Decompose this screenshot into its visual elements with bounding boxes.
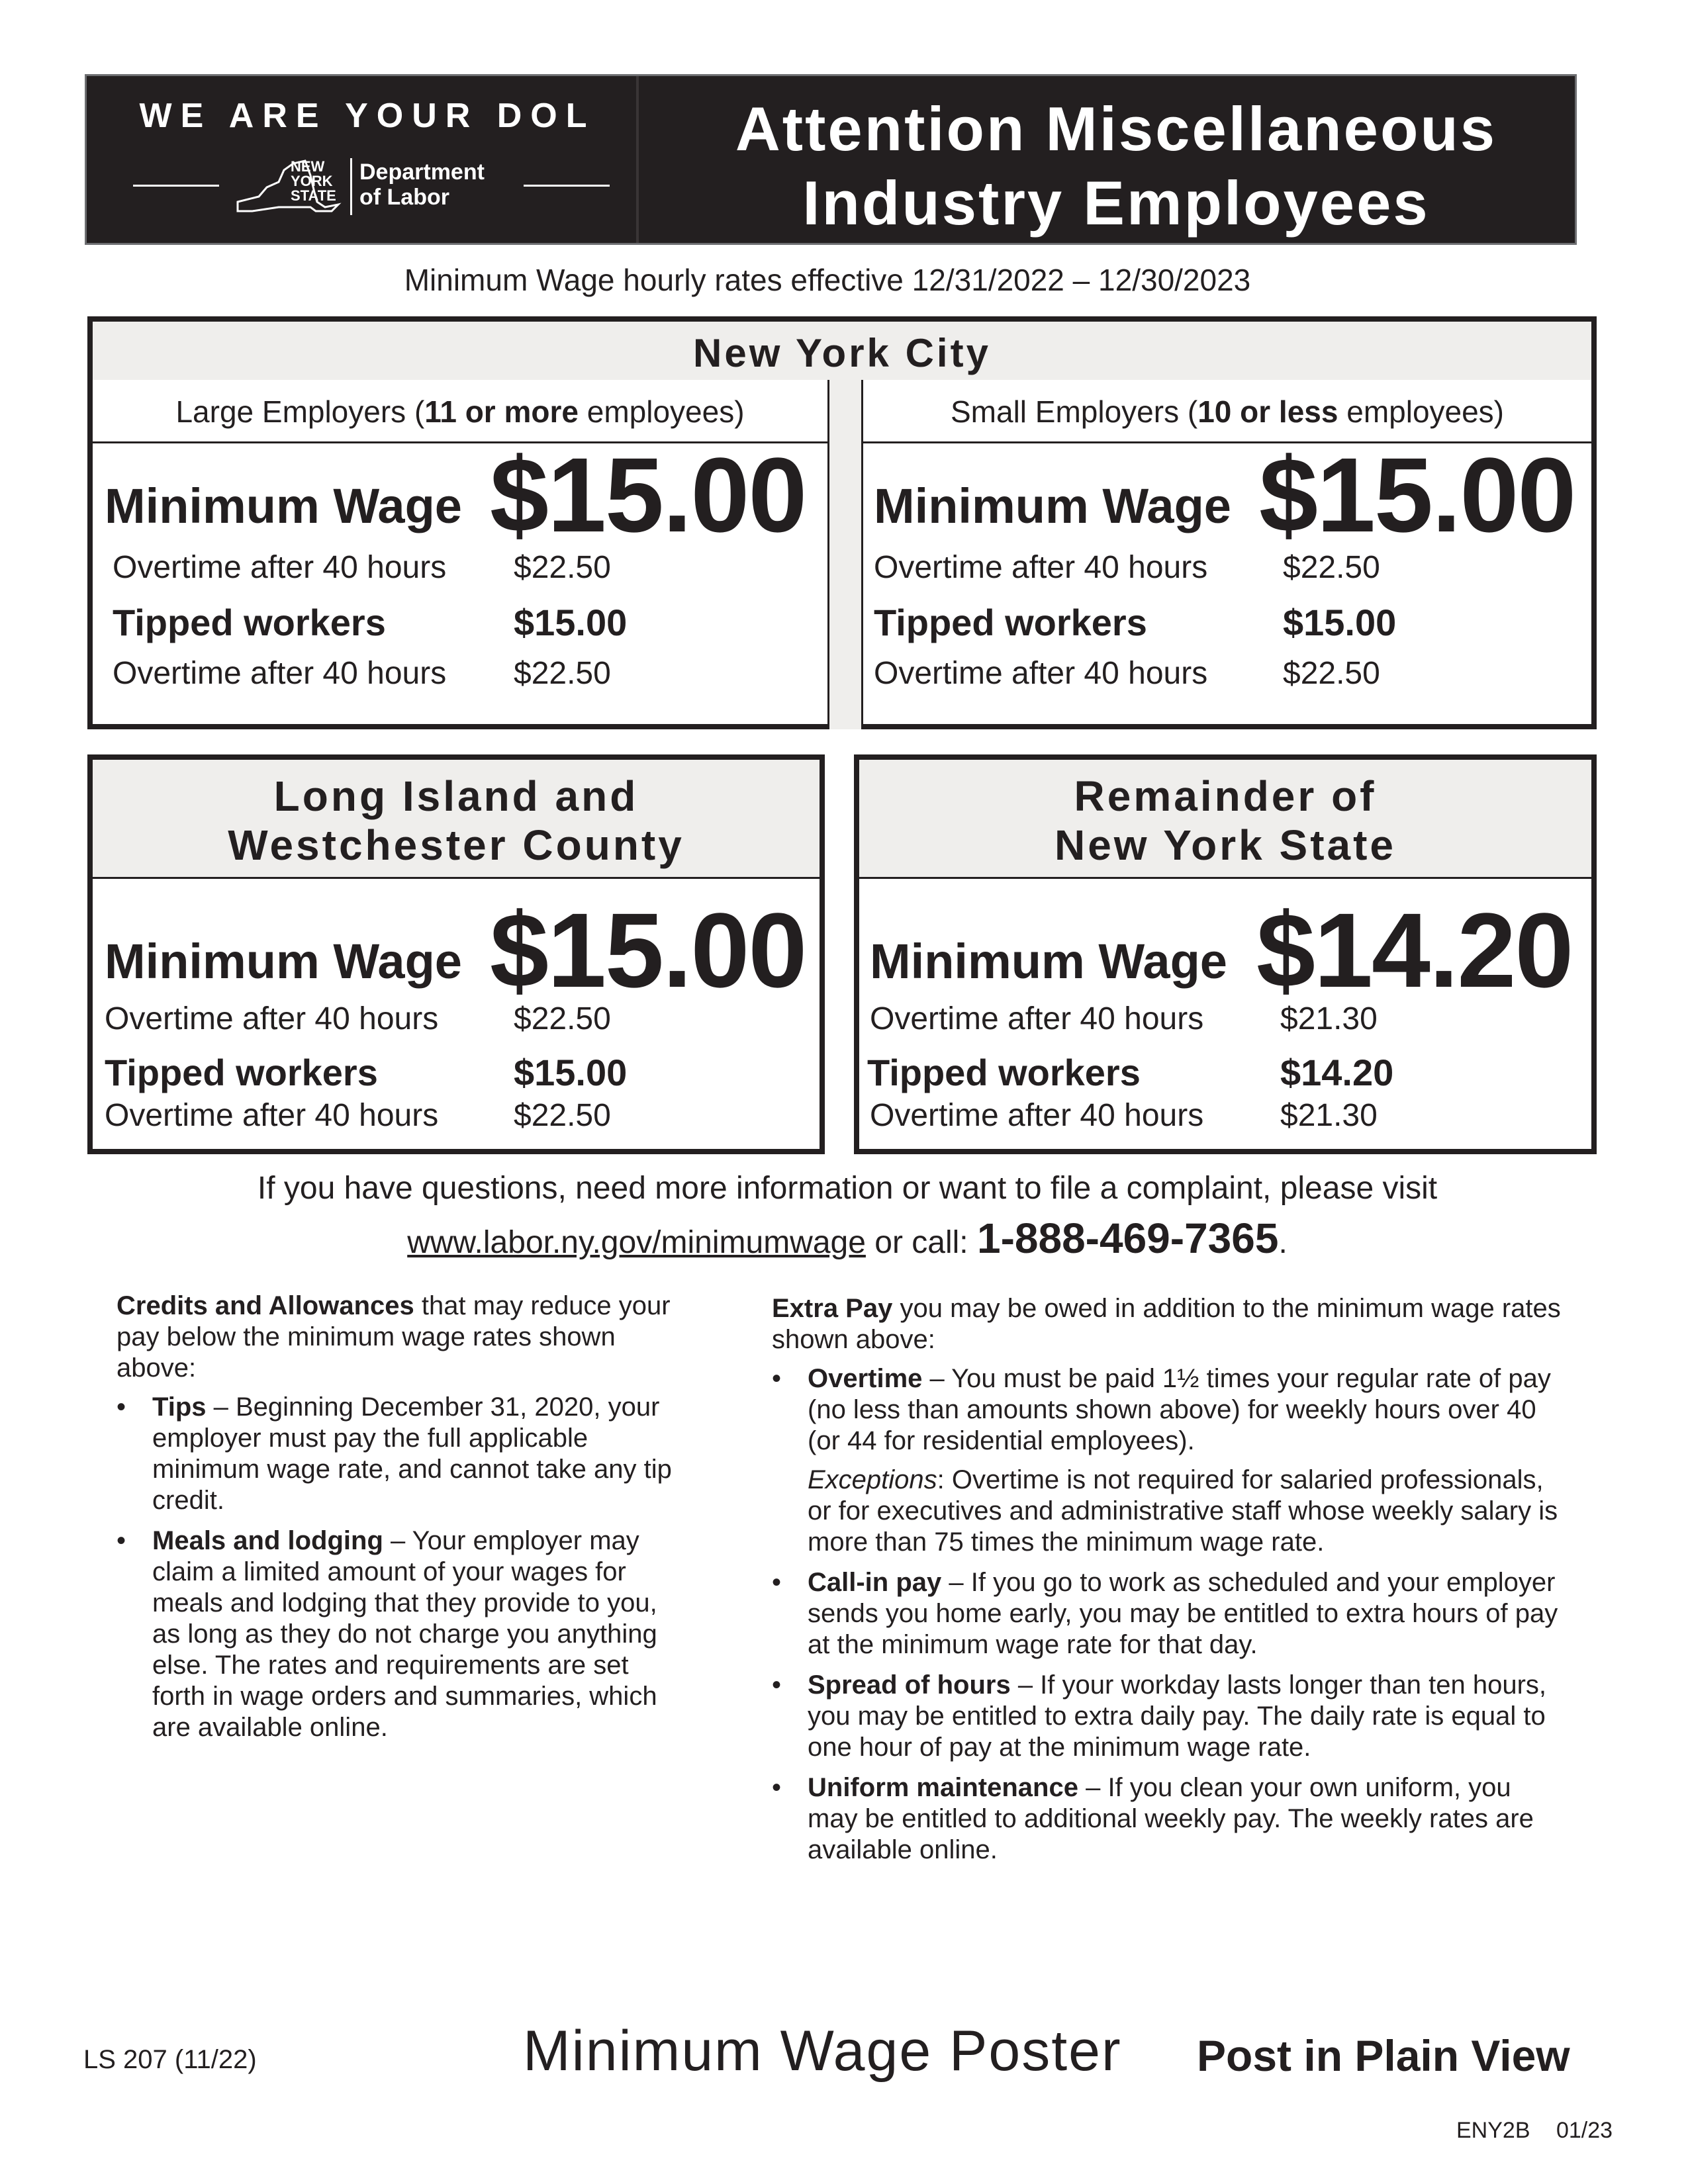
nyc-small-tipped: $15.00 <box>1283 602 1397 643</box>
post-instruction: Post in Plain View <box>1197 2031 1570 2080</box>
long-island-tipped-label: Tipped workers <box>105 1052 378 1093</box>
overtime-exceptions: Exceptions: Overtime is not required for salaried professionals, or for executives and administrative staff whose weekly salary is more than 75 times the minimum wage rate. <box>808 1465 1558 1557</box>
nyc-large-overtime-label: Overtime after 40 hours <box>113 550 447 585</box>
nyc-small-tipped-overtime-label: Overtime after 40 hours <box>874 656 1208 691</box>
remainder-title: Remainder of New York State <box>859 760 1591 879</box>
nyc-large-tipped: $15.00 <box>514 602 628 643</box>
long-island-min-wage: $15.00 <box>490 891 806 1009</box>
nyc-large-tipped-label: Tipped workers <box>113 602 386 643</box>
nyc-large-panel <box>93 380 827 729</box>
nyc-small-min-wage: $15.00 <box>1259 435 1575 554</box>
effective-dates: Minimum Wage hourly rates effective 12/31/2022 – 12/30/2023 <box>404 263 1251 297</box>
form-id: LS 207 (11/22) <box>83 2045 257 2074</box>
call-text: or call: <box>865 1225 977 1260</box>
minimum-wage-link[interactable]: www.labor.ny.gov/minimumwage <box>407 1225 866 1260</box>
nyc-large-heading: Large Employers (11 or more employees) <box>93 380 827 443</box>
credits-section <box>117 1291 673 1752</box>
extra-pay-item-overtime: • Overtime – You must be paid 1½ times your regular rate of pay (no less than amounts shown above) for weekly hours over 40 (or 44 for residential employees). Exceptions: Overtime is not required for salaried professionals, or for executives and administrative staff whose weekly salary is more than 75 times the minimum wage rate. <box>772 1363 1564 1558</box>
nyc-large-tipped-overtime: $22.50 <box>514 656 611 691</box>
remainder-overtime: $21.30 <box>1280 1001 1378 1036</box>
nyc-small-tipped-overtime: $22.50 <box>1283 656 1380 691</box>
remainder-overtime-label: Overtime after 40 hours <box>870 1001 1204 1036</box>
phone-number[interactable]: 1-888-469-7365 <box>976 1214 1279 1262</box>
contact-line-2: www.labor.ny.gov/minimumwage or call: 1-888-469-7365. <box>407 1214 1288 1262</box>
long-island-tipped-overtime-label: Overtime after 40 hours <box>105 1098 439 1133</box>
remainder-min-wage: $14.20 <box>1256 891 1573 1009</box>
nyc-column-gap <box>827 380 863 729</box>
nyc-large-overtime: $22.50 <box>514 550 611 585</box>
credits-intro: Credits and Allowances that may reduce your pay below the minimum wage rates shown above: <box>117 1291 671 1383</box>
long-island-min-wage-label: Minimum Wage <box>105 934 462 989</box>
nyc-large-min-wage: $15.00 <box>490 435 806 554</box>
revision-code: ENY2B 01/23 <box>1456 2118 1613 2143</box>
long-island-overtime-label: Overtime after 40 hours <box>105 1001 439 1036</box>
long-island-tipped: $15.00 <box>514 1052 628 1093</box>
poster-name: Minimum Wage Poster <box>523 2019 1122 2083</box>
contact-line: If you have questions, need more information or want to file a complaint, please visit <box>257 1171 1438 1206</box>
remainder-min-wage-label: Minimum Wage <box>870 934 1227 989</box>
long-island-tipped-overtime: $22.50 <box>514 1098 611 1133</box>
extra-pay-item-call-in: • Call-in pay – If you go to work as scheduled and your employer sends you home early, you may be entitled to extra hours of pay at the minimum wage rate for that day. <box>772 1568 1558 1659</box>
logo-right-rule <box>524 185 610 187</box>
nyc-large-min-wage-label: Minimum Wage <box>105 478 462 533</box>
header-divider <box>636 76 639 243</box>
extra-pay-item-uniform: • Uniform maintenance – If you clean your own uniform, you may be entitled to additional weekly pay. The weekly rates are available online. <box>772 1773 1534 1864</box>
poster-title: Attention Miscellaneous Industry Employees <box>735 94 1497 238</box>
remainder-tipped-label: Tipped workers <box>867 1052 1141 1093</box>
nyc-small-panel <box>863 380 1591 729</box>
long-island-title: Long Island and Westchester County <box>93 760 820 879</box>
nyc-small-tipped-label: Tipped workers <box>874 602 1147 643</box>
remainder-box <box>854 754 1597 1154</box>
long-island-overtime: $22.50 <box>514 1001 611 1036</box>
remainder-tipped-overtime-label: Overtime after 40 hours <box>870 1098 1204 1133</box>
extra-pay-section <box>772 1293 1564 1875</box>
nyc-small-min-wage-label: Minimum Wage <box>874 478 1231 533</box>
extra-pay-intro: Extra Pay you may be owed in addition to the minimum wage rates shown above: <box>772 1294 1561 1354</box>
nyc-small-overtime: $22.50 <box>1283 550 1380 585</box>
nys-dol-logo <box>133 150 610 223</box>
nyc-title: New York City <box>93 322 1591 382</box>
nyc-small-overtime-label: Overtime after 40 hours <box>874 550 1208 585</box>
dol-tagline: WE ARE YOUR DOL <box>139 97 596 135</box>
logo-department-text: Department of Labor <box>359 159 485 210</box>
remainder-tipped: $14.20 <box>1280 1052 1394 1093</box>
nyc-box <box>87 316 1597 729</box>
long-island-box <box>87 754 825 1154</box>
logo-left-rule <box>133 185 219 187</box>
nyc-large-tipped-overtime-label: Overtime after 40 hours <box>113 656 447 691</box>
credits-item-tips: • Tips – Beginning December 31, 2020, your employer must pay the full applicable minimum wage rate, and cannot take any tip credit. <box>117 1392 672 1515</box>
extra-pay-item-spread: • Spread of hours – If your workday lasts longer than ten hours, you may be entitled to extra daily pay. The daily rate is equal to one hour of pay at the minimum wage rate. <box>772 1670 1547 1762</box>
nyc-small-heading: Small Employers (10 or less employees) <box>863 380 1591 443</box>
logo-state-text: NEW YORK STATE <box>291 158 336 204</box>
credits-item-meals: • Meals and lodging – Your employer may claim a limited amount of your wages for meals and lodging that they provide to you, as long as they do not charge you anything else. The rates and requirements are set forth in wage orders and summaries, which are available online. <box>117 1526 657 1742</box>
header-banner <box>85 74 1577 245</box>
remainder-tipped-overtime: $21.30 <box>1280 1098 1378 1133</box>
logo-separator <box>350 158 352 215</box>
